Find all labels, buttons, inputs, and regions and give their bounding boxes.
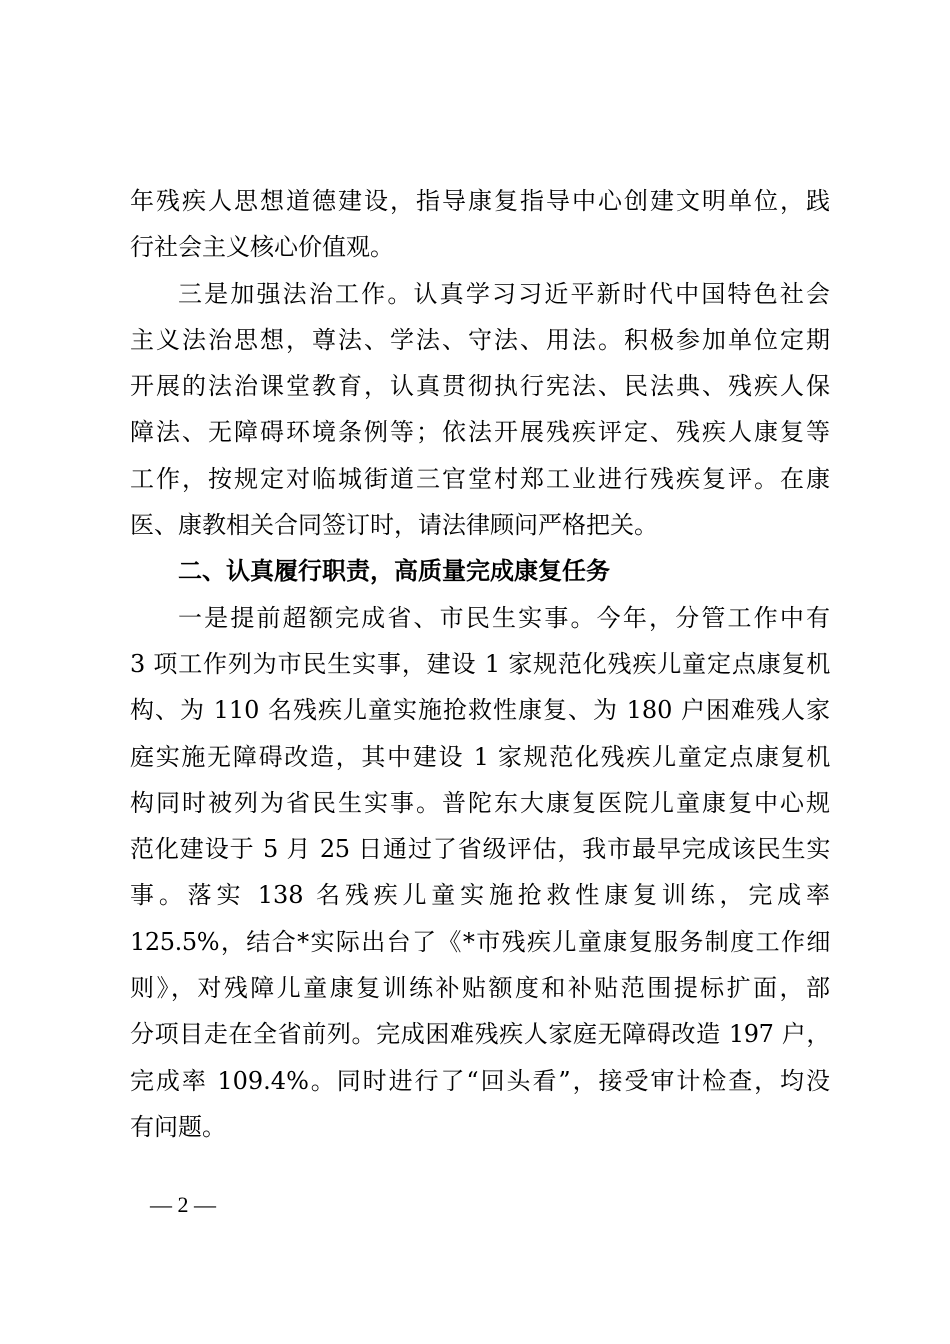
paragraph-line: 三是加强法治工作。认真学习习近平新时代中国特色社会	[178, 279, 830, 308]
document-body	[130, 178, 830, 1150]
paragraph-line: 障法、无障碍环境条例等；依法开展残疾评定、残疾人康复等	[130, 418, 830, 447]
paragraph-line: 构、为 110 名残疾儿童实施抢救性康复、为 180 户困难残人家	[130, 696, 830, 725]
paragraph-line: 事。落实 138 名残疾儿童实施抢救性康复训练，完成率	[130, 881, 830, 910]
paragraph-line: 工作，按规定对临城街道三官堂村郑工业进行残疾复评。在康	[130, 464, 830, 493]
paragraph-line: 构同时被列为省民生实事。普陀东大康复医院儿童康复中心规	[130, 788, 830, 817]
paragraph-line: 医、康教相关合同签订时，请法律顾问严格把关。	[130, 511, 658, 540]
paragraph-line: 则》，对残障儿童康复训练补贴额度和补贴范围提标扩面，部	[130, 974, 830, 1003]
paragraph-line: 125.5%，结合*实际出台了《*市残疾儿童康复服务制度工作细	[130, 927, 830, 956]
paragraph-line: 开展的法治课堂教育，认真贯彻执行宪法、民法典、残疾人保	[130, 372, 830, 401]
page-number: — 2 —	[150, 1192, 216, 1217]
section-heading: 二、认真履行职责，高质量完成康复任务	[178, 557, 610, 586]
paragraph-line: 完成率 109.4%。同时进行了“回头看”，接受审计检查，均没	[130, 1066, 830, 1095]
paragraph-line: 范化建设于 5 月 25 日通过了省级评估，我市最早完成该民生实	[130, 835, 830, 864]
paragraph-line: 庭实施无障碍改造，其中建设 1 家规范化残疾儿童定点康复机	[130, 742, 830, 771]
paragraph-line: 一是提前超额完成省、市民生实事。今年，分管工作中有	[178, 603, 830, 632]
paragraph-line: 行社会主义核心价值观。	[130, 233, 394, 262]
paragraph-line: 主义法治思想，尊法、学法、守法、用法。积极参加单位定期	[130, 325, 830, 354]
paragraph-line: 分项目走在全省前列。完成困难残疾人家庭无障碍改造 197 户，	[130, 1020, 830, 1049]
paragraph-line: 3 项工作列为市民生实事，建设 1 家规范化残疾儿童定点康复机	[130, 649, 830, 678]
paragraph-line: 年残疾人思想道德建设，指导康复指导中心创建文明单位，践	[130, 187, 830, 215]
paragraph-line: 有问题。	[130, 1112, 226, 1141]
